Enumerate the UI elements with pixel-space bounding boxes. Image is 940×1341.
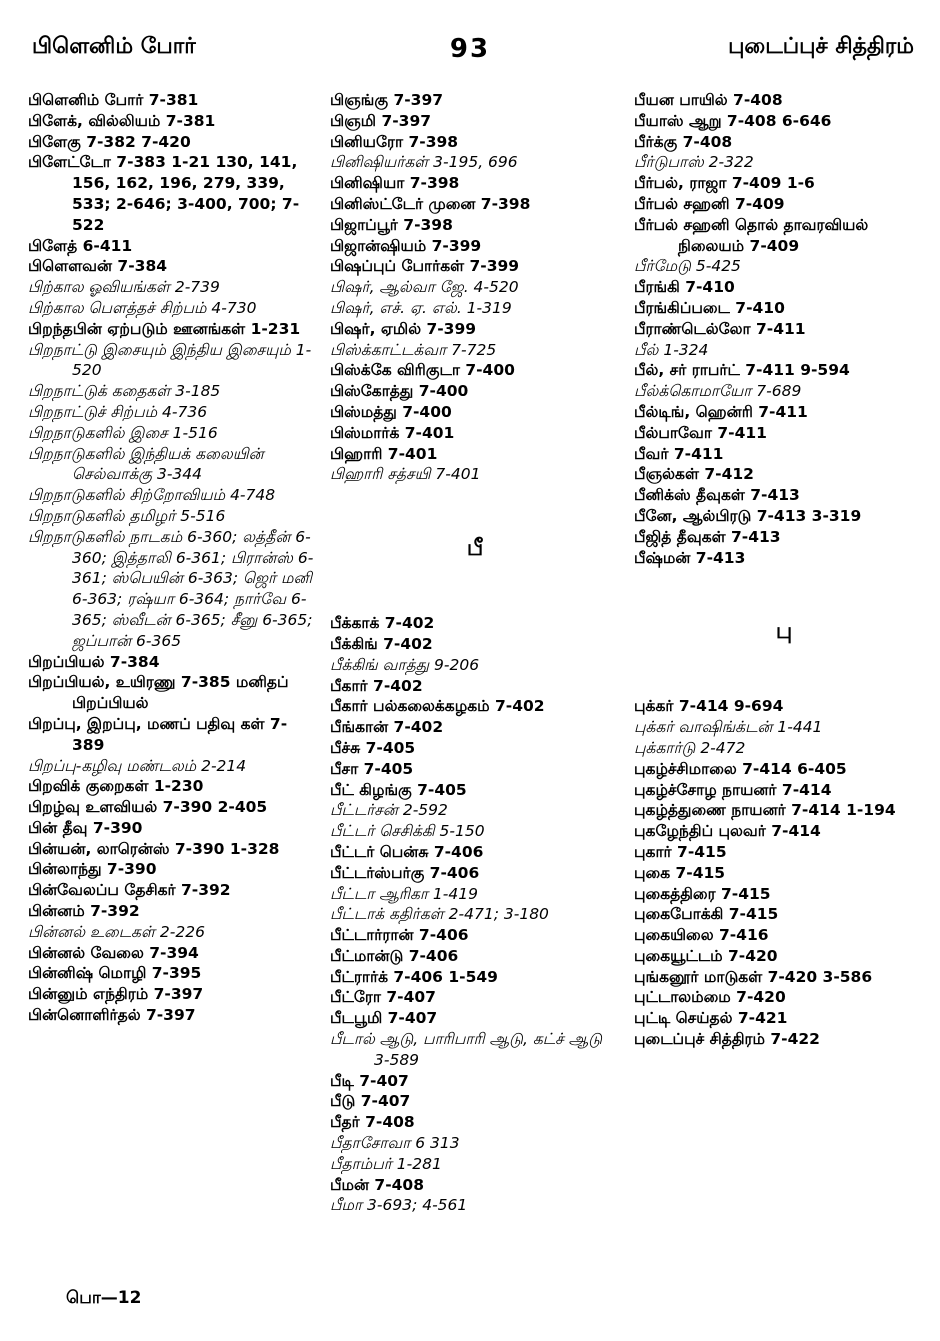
section-heading-pu: பு xyxy=(775,619,793,645)
index-entry: பீனிக்ஸ் தீவுகள் 7-413 xyxy=(634,486,800,505)
index-column-3-top xyxy=(634,90,934,568)
index-entry: பின்லாந்து 7-390 xyxy=(28,860,157,879)
index-entry: பீதாசோவா 6 313 xyxy=(330,1134,460,1153)
index-entry: பிறழ்வு உளவியல் 7-390 2-405 xyxy=(28,798,268,817)
index-entry: பீர்டுபாஸ் 2-322 xyxy=(634,153,754,172)
index-entry: பிஹாரி 7-401 xyxy=(330,444,438,463)
index-entry: பீக்கிங் 7-402 xyxy=(330,634,433,653)
index-entry: பின்னும் எந்திரம் 7-397 xyxy=(28,985,204,1004)
index-entry: பீல்டிங், ஹென்ரி 7-411 xyxy=(634,402,808,421)
index-entry: பிஸ்மார்க் 7-401 xyxy=(330,423,455,442)
index-entry: பிறநாடுகளில் தமிழர் 5-516 xyxy=(28,506,226,525)
index-entry: பினிஸ்ட்டேர் முனை 7-398 xyxy=(330,194,531,213)
index-entry: புகையிலை 7-416 xyxy=(634,926,769,945)
index-entry: பிறநாட்டு இசையும் இந்திய இசையும் 1-520 xyxy=(28,340,312,380)
index-entry: பிஸ்க்காட்டக்வா 7-725 xyxy=(330,340,497,359)
index-entry: பீஷ்மன் 7-413 xyxy=(634,548,746,567)
index-entry: புகழ்த்துணை நாயனர் 7-414 1-194 xyxy=(634,801,896,820)
index-entry: பிளேட்டோ 7-383 1-21 130, 141, 156, 162, 196, 279, 339, 533; 2-646; 3-400, 700; 7-522 xyxy=(28,153,300,234)
index-entry: பீட்டர்ஸ்பர்கு 7-406 xyxy=(330,863,480,882)
index-entry: பின்யன், லாரென்ஸ் 7-390 1-328 xyxy=(28,839,280,858)
index-entry: புகழ்ச்சிமாலை 7-414 6-405 xyxy=(634,759,847,778)
index-entry: புக்கார்டு 2-472 xyxy=(634,738,746,757)
index-entry: பீமன் 7-408 xyxy=(330,1175,425,1194)
signature-mark: பொ—12 xyxy=(66,1288,142,1308)
index-entry: பீல் 1-324 xyxy=(634,340,709,359)
index-entry: பினியரோ 7-398 xyxy=(330,132,459,151)
index-entry: பீடபூமி 7-407 xyxy=(330,1009,438,1028)
index-entry: பிறநாட்டுக் கதைகள் 3-185 xyxy=(28,382,221,401)
index-column-2 xyxy=(330,90,620,1216)
index-entry: பீட்டர் பென்சு 7-406 xyxy=(330,842,484,861)
index-entry: பிறநாடுகளில் இந்தியக் கலையின் செல்வாக்கு 3-344 xyxy=(28,444,264,484)
index-entry: பிறப்பு, இறப்பு, மணப் பதிவு கள் 7-389 xyxy=(28,714,288,754)
index-entry: பிஜான்ஷியம் 7-399 xyxy=(330,236,482,255)
index-entry: புட்டி செய்தல் 7-421 xyxy=(634,1009,788,1028)
index-entry: பின்னொளிர்தல் 7-397 xyxy=(28,1006,196,1025)
index-entry: பீட்டர்சன் 2-592 xyxy=(330,801,448,820)
page-number: 93 xyxy=(449,34,491,64)
index-entry: பீஜித் தீவுகள் 7-413 xyxy=(634,527,781,546)
index-entry: பீதாம்பர் 1-281 xyxy=(330,1154,442,1173)
index-entry: பீட்ரார்க் 7-406 1-549 xyxy=(330,967,498,986)
index-entry: பிறநாட்டுச் சிற்பம் 4-736 xyxy=(28,402,208,421)
index-entry: பிஸ்கோத்து 7-400 xyxy=(330,382,469,401)
index-column-1 xyxy=(28,90,318,1026)
index-entry: பீடி 7-407 xyxy=(330,1071,409,1090)
index-entry: பீல்க்கொமாயோ 7-689 xyxy=(634,382,802,401)
index-entry: பீச்சு 7-405 xyxy=(330,738,416,757)
index-entry: பீட்டார்ரான் 7-406 xyxy=(330,926,469,945)
index-entry: பிறப்பியல் 7-384 xyxy=(28,652,160,671)
index-column-3 xyxy=(634,90,934,1050)
index-entry: பீர்மேடு 5-425 xyxy=(634,257,741,276)
index-entry: பிளௌவன் 7-384 xyxy=(28,257,168,276)
index-entry: பீமா 3-693; 4-561 xyxy=(330,1196,468,1215)
index-entry: பீட்டா ஆரிகா 1-419 xyxy=(330,884,478,903)
index-entry: பீர்க்கு 7-408 xyxy=(634,132,733,151)
index-entry: பிறப்பியல், உயிரணு 7-385 மனிதப் பிறப்பியல் xyxy=(28,673,289,713)
index-entry: புக்கர் 7-414 9-694 xyxy=(634,697,784,716)
index-entry: பீரங்கி 7-410 xyxy=(634,278,735,297)
index-entry: பின்வேலப்ப தேசிகர் 7-392 xyxy=(28,881,231,900)
index-entry: பிறநாடுகளில் சிற்றோவியம் 4-748 xyxy=(28,486,276,505)
index-entry: பிஞமி 7-397 xyxy=(330,111,432,130)
index-entry: பிளேக், வில்லியம் 7-381 xyxy=(28,111,216,130)
index-entry: பின்னல் வேலை 7-394 xyxy=(28,943,199,962)
index-entry: பிஷர், எச். ஏ. எல். 1-319 xyxy=(330,298,512,317)
index-entry: பிறவிக் குறைகள் 1-230 xyxy=(28,777,204,796)
index-entry: புக்கர் வாஷிங்க்டன் 1-441 xyxy=(634,718,823,737)
index-entry: பீக்கிங் வாத்து 9-206 xyxy=(330,655,480,674)
index-entry: புகழேந்திப் புலவர் 7-414 xyxy=(634,822,821,841)
index-entry: பிஹாரி சத்சயி 7-401 xyxy=(330,465,481,484)
running-head-left: பிளெனிம் போர் xyxy=(32,34,196,59)
running-head-right: புடைப்புச் சித்திரம் xyxy=(728,34,914,59)
index-entry: பீதர் 7-408 xyxy=(330,1113,415,1132)
index-entry: பின் தீவு 7-390 xyxy=(28,818,143,837)
index-entry: பினிஷியர்கள் 3-195, 696 xyxy=(330,153,518,172)
index-entry: பீட்டாக் கதிர்கள் 2-471; 3-180 xyxy=(330,905,549,924)
index-entry: பீவர் 7-411 xyxy=(634,444,724,463)
index-entry: பீட்மான்டு 7-406 xyxy=(330,946,459,965)
index-entry: பீகார் 7-402 xyxy=(330,676,423,695)
index-entry: பிறநாடுகளில் நாடகம் 6-360; லத்தீன் 6-360; இத்தாலி 6-361; பிரான்ஸ் 6-361; ஸ்பெயின் 6-363; ஜெர் மனி 6-363; ரஷ்யா 6-364; நார்வே 6-365; ஸ்வீடன் 6-365; சீனு 6-365; ஜப்பான் 6-365 xyxy=(28,527,314,650)
index-entry: பிளேகு 7-382 7-420 xyxy=(28,132,191,151)
index-entry: பீங்கான் 7-402 xyxy=(330,718,444,737)
index-entry: புகைபோக்கி 7-415 xyxy=(634,905,779,924)
index-entry: பீடு 7-407 xyxy=(330,1092,411,1111)
index-entry: பீட்டர் செசிக்கி 5-150 xyxy=(330,822,485,841)
index-entry: புகைத்திரை 7-415 xyxy=(634,884,771,903)
index-entry: பீசா 7-405 xyxy=(330,759,414,778)
index-entry: பிஸ்க்கே விரிகுடா 7-400 xyxy=(330,361,515,380)
index-entry: பினிஷியா 7-398 xyxy=(330,174,460,193)
index-entry: பிற்கால ஓவியங்கள் 2-739 xyxy=(28,278,220,297)
index-entry: பீக்காக் 7-402 xyxy=(330,614,435,633)
index-entry: பீரங்கிப்படை 7-410 xyxy=(634,298,785,317)
index-entry: பீர்பல், ராஜா 7-409 1-6 xyxy=(634,174,815,193)
index-entry: புகையூட்டம் 7-420 xyxy=(634,946,778,965)
index-entry: புகழ்ச்சோழ நாயனர் 7-414 xyxy=(634,780,832,799)
index-entry: பீராண்டெல்லோ 7-411 xyxy=(634,319,806,338)
section-heading-bi: பீ xyxy=(466,536,484,562)
index-entry: பிஷப்புப் போர்கள் 7-399 xyxy=(330,257,520,276)
index-entry: பீயாஸ் ஆறு 7-408 6-646 xyxy=(634,111,832,130)
index-entry: பிஷர், ஆல்வா ஜே. 4-520 xyxy=(330,278,519,297)
index-entry: பின்னிஷ் மொழி 7-395 xyxy=(28,964,202,983)
index-entry: பிஞங்கு 7-397 xyxy=(330,91,444,109)
index-entry: பீர்பல் சஹனி தொல் தாவரவியல் நிலையம் 7-409 xyxy=(634,215,869,255)
index-entry: பீட் கிழங்கு 7-405 xyxy=(330,780,467,799)
index-entry: பின்னம் 7-392 xyxy=(28,902,140,921)
index-entry: பீயன பாயில் 7-408 xyxy=(634,91,783,109)
index-entry: பிளெனிம் போர் 7-381 xyxy=(28,91,199,109)
index-entry: பீனே, ஆல்பிரடு 7-413 3-319 xyxy=(634,506,862,525)
index-entry: பீல், சர் ராபர்ட் 7-411 9-594 xyxy=(634,361,850,380)
index-entry: பிஸ்மத்து 7-400 xyxy=(330,402,452,421)
index-entry: பீர்பல் சஹனி 7-409 xyxy=(634,194,785,213)
index-entry: புட்டாலம்மை 7-420 xyxy=(634,988,786,1007)
index-column-2-top xyxy=(330,90,620,485)
index-entry: பீட்ரோ 7-407 xyxy=(330,988,436,1007)
index-entry: புங்கனூர் மாடுகள் 7-420 3-586 xyxy=(634,967,873,986)
index-entry: பிஷர், ஏமில் 7-399 xyxy=(330,319,477,338)
index-entry: பீல்பாவோ 7-411 xyxy=(634,423,767,442)
index-entry: பீஞல்கள் 7-412 xyxy=(634,465,754,484)
index-column-2-bottom xyxy=(330,613,620,1216)
index-entry: பின்னல் உடைகள் 2-226 xyxy=(28,922,205,941)
index-entry: பிற்கால பௌத்தச் சிற்பம் 4-730 xyxy=(28,298,257,317)
index-entry: பிறப்பு-கழிவு மண்டலம் 2-214 xyxy=(28,756,247,775)
index-entry: பீகார் பல்கலைக்கழகம் 7-402 xyxy=(330,697,545,716)
index-entry: பிஜாப்பூர் 7-398 xyxy=(330,215,453,234)
index-entry: பிளேத் 6-411 xyxy=(28,236,133,255)
index-entry: புகார் 7-415 xyxy=(634,842,727,861)
index-entry: பீடால் ஆடு, பாரிபாரி ஆடு, கட்ச் ஆடு 3-589 xyxy=(330,1030,603,1069)
index-entry: புகை 7-415 xyxy=(634,863,726,882)
index-entry: புடைப்புச் சித்திரம் 7-422 xyxy=(634,1030,820,1049)
index-entry: பிறந்தபின் ஏற்படும் ஊனங்கள் 1-231 xyxy=(28,319,301,338)
index-column-3-bottom xyxy=(634,696,934,1050)
index-entry: பிறநாடுகளில் இசை 1-516 xyxy=(28,423,218,442)
